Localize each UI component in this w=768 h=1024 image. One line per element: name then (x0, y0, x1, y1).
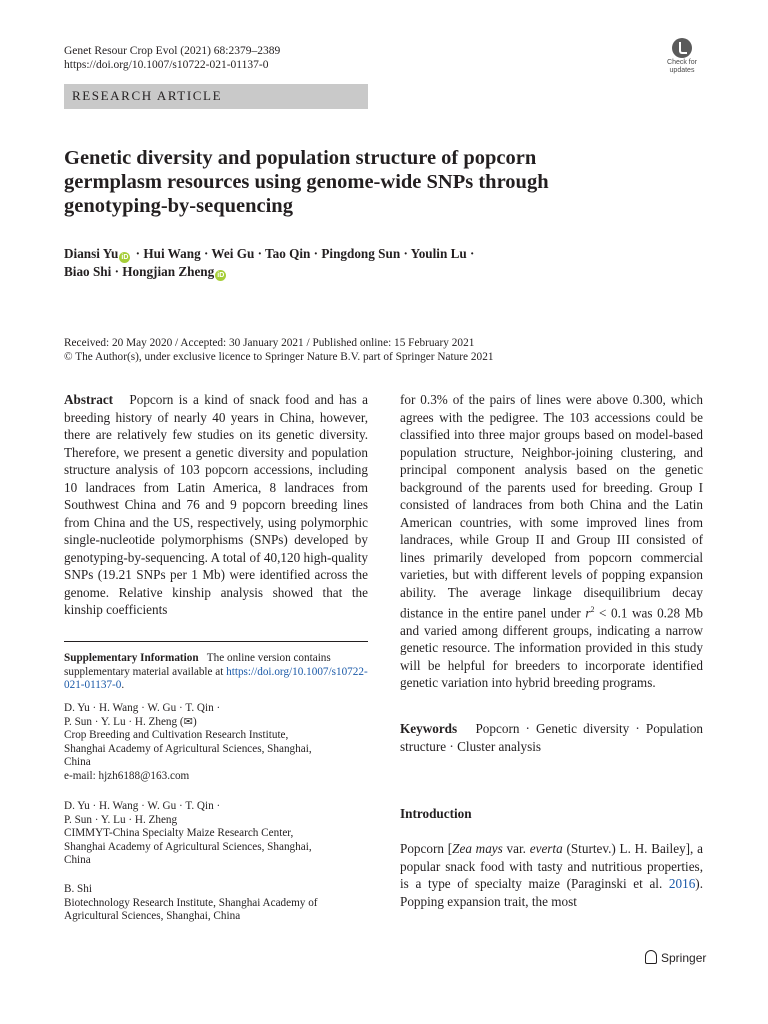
article-title (64, 146, 684, 218)
abstract-text: Popcorn is a kind of snack food and has a breeding history of nearly 40 years in China, however, there are relatively few studies on its genetic diversity. Therefore, we present a genetic diversity and population structure analysis of 103 popcorn accessions, including 10 landraces from Latin America, 8 landraces from Southwest China and 76 and 9 popcorn breeding lines from China and the US, respectively, using polymorphic single-nucleotide polymorphisms (SNPs) developed by genotyping-by-sequencing. A total of 40,120 high-quality SNPs (19.21 SNPs per 1 Mb) were identified across the genome. Relative kinship analysis showed that the kinship coefficients (64, 392, 368, 617)
affiliation-1: D. Yu · H. Wang · W. Gu · T. Qin · P. Sun · Y. Lu · H. Zheng (✉) Crop Breeding and Cultivation Research Institute, Shanghai Academy of Agricultural Sciences, Shanghai, China e-mail: hjzh6188@163.com (64, 702, 368, 783)
email-link[interactable]: e-mail: hjzh6188@163.com (64, 769, 190, 782)
doi-text[interactable]: https://doi.org/10.1007/s10722-021-01137-0 (64, 59, 269, 71)
r-superscript: 2 (590, 605, 595, 614)
publisher-name: Springer (661, 951, 707, 965)
r-symbol: r (585, 605, 591, 621)
publisher-logo (645, 950, 706, 965)
article-type-band (64, 84, 368, 109)
orcid-icon[interactable]: iD (121, 254, 129, 261)
keywords-label: Keywords (400, 721, 458, 736)
title-line: genotyping-by-sequencing (64, 195, 293, 217)
author-names: · Hui Wang · Wei Gu · Tao Qin · Pingdong Sun · Youlin Lu · (135, 246, 475, 261)
orcid-icon[interactable]: iD (217, 272, 225, 279)
author-names: Biao Shi · Hongjian Zheng (64, 264, 215, 279)
journal-header (64, 44, 280, 72)
check-for-updates-badge[interactable] (660, 38, 704, 78)
author-name[interactable]: Diansi Yu (64, 246, 119, 261)
introduction-text: Popcorn [Zea mays var. everta (Sturtev.) L. H. Bailey], a popular snack food with tasty and nutritious properties, is a type of specialty maize (Paraginski et al. 2016). Popping expansion trait, the most (400, 841, 703, 909)
author-list (64, 245, 684, 281)
abstract-text: for 0.3% of the pairs of lines were above 0.300, which agrees with the pedigree. The 103 accessions could be classified into three major groups based on model-based population structure, Neighbor-joining clustering, and principal component analysis based on the genetic background of the parents used for breeding. Group I consisted of landraces from both China and the Latin American countries, with some improved lines from landraces, while Group II and Group III consisted of lines primarily developed from popcorn commercial varieties, but with different levels of popping expansion ability. The average linkage disequilibrium decay distance in the entire panel under (400, 392, 703, 621)
journal-citation: Genet Resour Crop Evol (2021) 68:2379–2389 (64, 45, 281, 57)
history-dates: Received: 20 May 2020 / Accepted: 30 January 2021 / Published online: 15 February 2021 (64, 337, 475, 349)
keywords (400, 720, 703, 755)
publication-dates (64, 336, 494, 364)
copyright-line: © The Author(s), under exclusive licence to Springer Nature B.V. part of Springer Nature 2021 (64, 351, 494, 363)
title-line: Genetic diversity and population structure of popcorn (64, 147, 537, 169)
citation-link[interactable]: 2016 (668, 876, 696, 891)
keywords-text: Popcorn · Genetic diversity · Population structure · Cluster analysis (400, 721, 704, 754)
abstract-right (400, 391, 703, 692)
supplementary-text: The online version contains supplementary material available at (64, 652, 331, 678)
supplementary-label: Supplementary Information (64, 652, 199, 664)
footnote-divider (64, 641, 368, 642)
supplementary-info: Supplementary Information The online version contains supplementary material available at https://doi.org/10.1007/s10722-021-01137-0. (64, 652, 368, 691)
abstract-left (64, 391, 368, 619)
check-updates-label: Check for updates (667, 59, 697, 74)
article-type: RESEARCH ARTICLE (72, 88, 223, 103)
abstract-label: Abstract (64, 392, 114, 407)
supplementary-link[interactable]: https://doi.org/10.1007/s10722-021-01137-0 (64, 665, 368, 691)
springer-horse-icon (645, 950, 657, 964)
introduction-heading: Introduction (400, 806, 472, 821)
check-updates-icon (672, 38, 692, 58)
abstract-text: < 0.1 was 0.28 Mb and varied among different groups, indicating a narrow genetic resource. The information provided in this study will be helpful for breeders to incorporate identified genetic variation into hybrid breeding programs. (400, 605, 703, 691)
affiliation-3: B. Shi Biotechnology Research Institute, Shanghai Academy of Agricultural Sciences, Shanghai, China (64, 883, 318, 922)
affiliation-2: D. Yu · H. Wang · W. Gu · T. Qin · P. Sun · Y. Lu · H. Zheng CIMMYT-China Specialty Maize Research Center, Shanghai Academy of Agricultural Sciences, Shanghai, China (64, 800, 312, 866)
title-line: germplasm resources using genome-wide SNPs through (64, 171, 549, 193)
